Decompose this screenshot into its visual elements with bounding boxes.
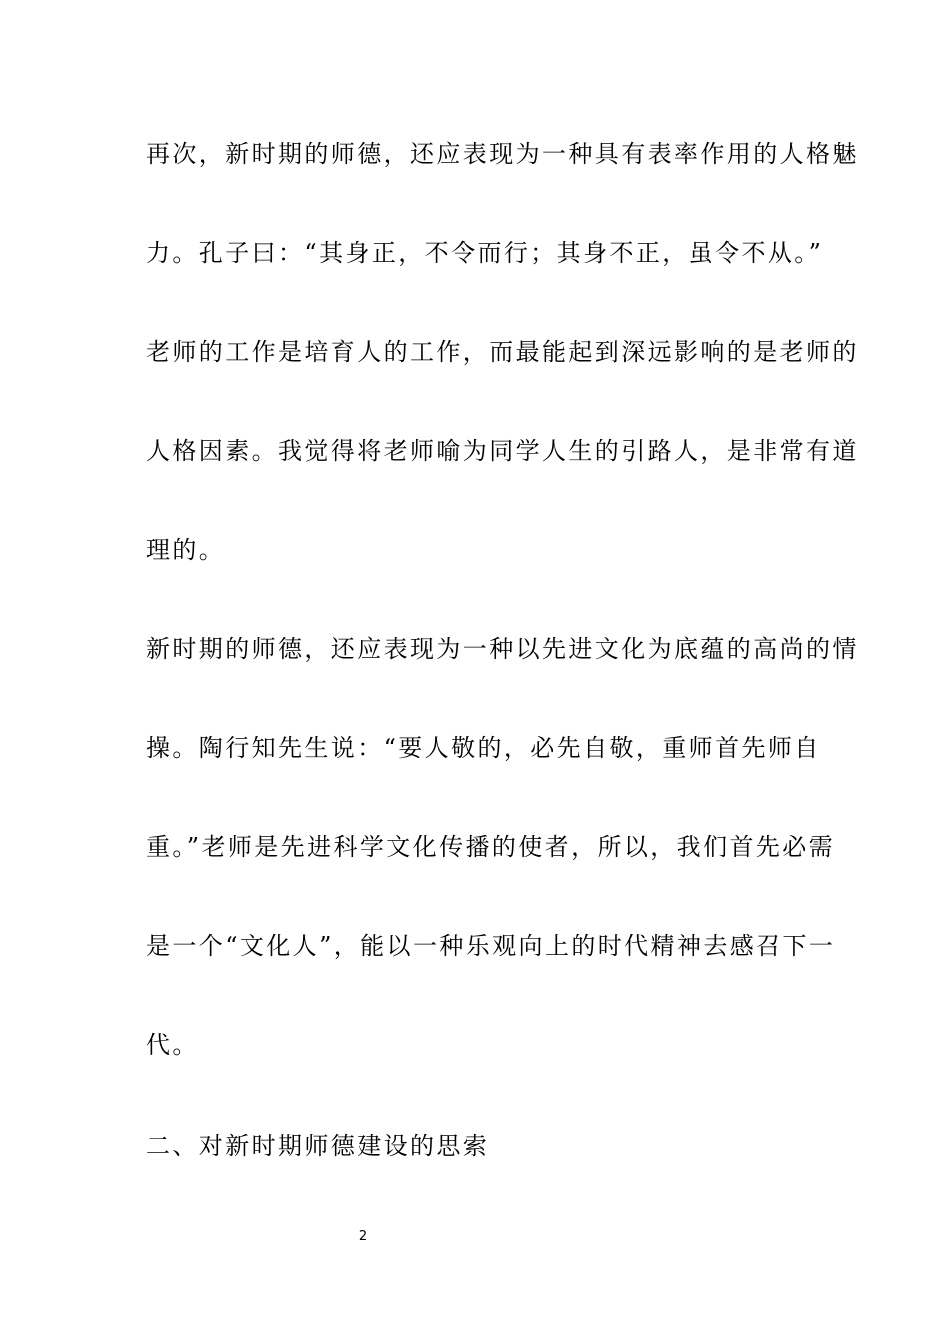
- page-number: 2: [358, 1229, 368, 1244]
- text-line: 老师的工作是培育人的工作，而最能起到深远影响的是老师的: [146, 338, 859, 366]
- text-line: 重。”老师是先进科学文化传播的使者，所以，我们首先必需: [146, 833, 836, 861]
- text-line: 操。陶行知先生说：“要人敬的，必先自敬，重师首先师自: [146, 734, 821, 762]
- text-line: 再次，新时期的师德，还应表现为一种具有表率作用的人格魅: [146, 140, 859, 168]
- text-line: 力。孔子曰：“其身正，不令而行；其身不正，虽令不从。”: [146, 239, 824, 267]
- text-line: 新时期的师德，还应表现为一种以先进文化为底蕴的高尚的情: [146, 635, 859, 663]
- text-line: 代。: [146, 1031, 199, 1059]
- text-line: 理的。: [146, 536, 226, 564]
- text-line: 人格因素。我觉得将老师喻为同学人生的引路人，是非常有道: [146, 437, 859, 465]
- section-heading: 二、对新时期师德建设的思索: [146, 1132, 490, 1160]
- text-line: 是一个“文化人”，能以一种乐观向上的时代精神去感召下一: [146, 932, 836, 960]
